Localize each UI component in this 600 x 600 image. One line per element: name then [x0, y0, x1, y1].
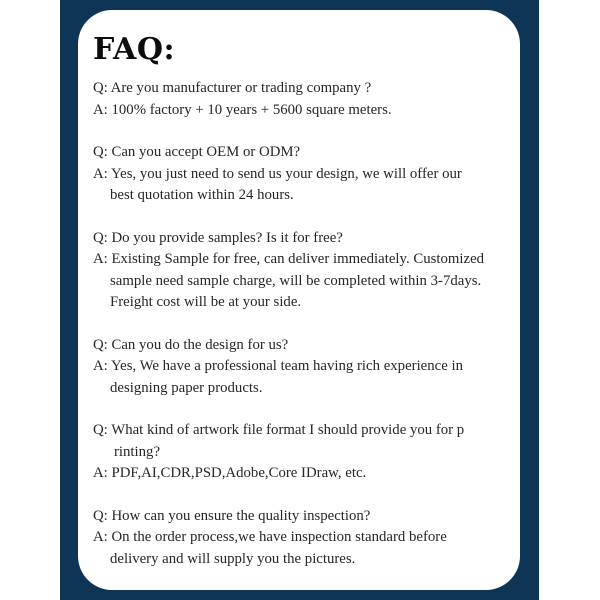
faq-item	[93, 506, 520, 571]
answer-line: A: Existing Sample for free, can deliver immediately. Customized	[93, 251, 485, 267]
faq-item	[93, 228, 520, 314]
faq-item	[93, 420, 520, 485]
faq-title: FAQ:	[93, 32, 176, 67]
question-line: Q: Can you accept OEM or ODM?	[93, 144, 301, 160]
faq-item	[93, 78, 520, 121]
answer-line: sample need sample charge, will be completed within 3-7days.	[110, 272, 482, 289]
answer-line: best quotation within 24 hours.	[110, 187, 294, 203]
question-line: Q: Can you do the design for us?	[93, 336, 289, 353]
answer-line: A: Yes, you just need to send us your design, we will offer our	[93, 165, 462, 182]
answer-line: A: 100% factory + 10 years + 5600 square meters.	[93, 101, 392, 118]
answer-line: Freight cost will be at your side.	[110, 294, 302, 310]
answer-line: A: PDF,AI,CDR,PSD,Adobe,Core IDraw, etc.	[93, 465, 367, 481]
question-line: Q: Are you manufacturer or trading company ?	[93, 80, 372, 96]
answer-line: designing paper products.	[110, 379, 263, 396]
faq-card	[78, 10, 520, 590]
answer-line: A: Yes, We have a professional team having rich experience in	[93, 358, 463, 374]
faq-item	[93, 335, 520, 400]
answer-line: delivery and will supply you the pictures.	[110, 550, 356, 567]
question-line: Q: Do you provide samples? Is it for free?	[93, 229, 343, 246]
faq-item	[93, 142, 520, 207]
question-line: rinting?	[114, 443, 161, 460]
question-line: Q: How can you ensure the quality inspection?	[93, 507, 371, 524]
answer-line: A: On the order process,we have inspection standard before	[93, 529, 447, 545]
question-line: Q: What kind of artwork file format I should provide you for p	[93, 422, 465, 438]
